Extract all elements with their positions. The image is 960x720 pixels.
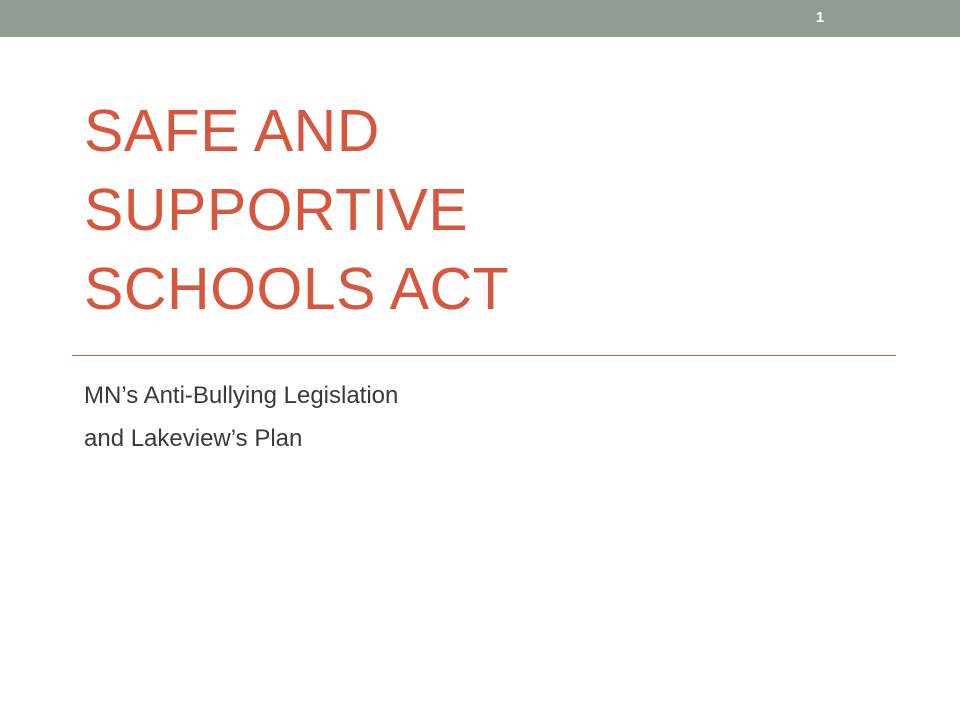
top-bar bbox=[0, 0, 960, 37]
subtitle-line: MN’s Anti-Bullying Legislation bbox=[84, 382, 399, 409]
slide-title bbox=[84, 92, 864, 329]
title-line: SUPPORTIVE bbox=[84, 177, 469, 243]
slide-number: 1 bbox=[815, 9, 825, 26]
title-divider bbox=[72, 355, 896, 356]
title-line: SAFE AND bbox=[84, 98, 380, 164]
subtitle-line: and Lakeview’s Plan bbox=[84, 425, 303, 452]
title-line: SCHOOLS ACT bbox=[84, 256, 510, 322]
slide-subtitle bbox=[84, 374, 864, 460]
